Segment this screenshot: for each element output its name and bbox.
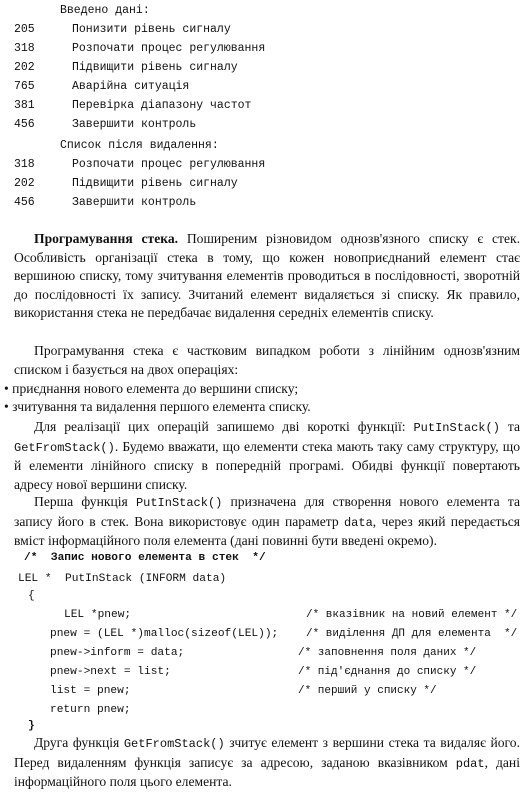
code-line: pnew->next = list; <box>50 666 171 678</box>
output-input-header: Введено дані: <box>60 4 150 17</box>
function-name: PutInStack() <box>413 421 500 435</box>
function-name: GetFromStack() <box>14 440 115 455</box>
row-code: 456 <box>14 118 35 131</box>
paragraph-text: Програмування стека є частковим випадком роботи з лінійним однозв'язним списком і базується на двох операціях: <box>14 343 520 377</box>
paragraph-text: Перша функція <box>34 494 136 509</box>
code-line: pnew->inform = data; <box>50 647 185 659</box>
row-code: 381 <box>14 99 35 112</box>
row-text: Розпочати процес регулювання <box>72 158 266 171</box>
list-item <box>0 118 532 136</box>
function-name: GetFromStack() <box>123 737 225 751</box>
list-item <box>0 61 532 79</box>
bullet-item: • приєднання нового елемента до вершини списку; <box>4 381 299 396</box>
code-comment: /* перший у списку */ <box>298 685 437 697</box>
code-comment: /* виділення ДП для елемента */ <box>306 628 518 640</box>
code-header-comment: /* Запис нового елемента в стек */ <box>24 552 266 564</box>
row-text: Розпочати процес регулювання <box>72 42 266 55</box>
row-code: 202 <box>14 61 35 74</box>
list-item <box>0 80 532 98</box>
list-item <box>0 196 532 214</box>
row-text: Перевірка діапазону частот <box>72 99 252 112</box>
row-text: Аварійна ситуація <box>72 80 190 93</box>
function-name: PutInStack() <box>135 496 223 510</box>
paragraph-text: зчитує елемент з вершини стека та видаляє його. Перед видаленням функція записує за адресою, заданою вказівником <box>14 735 520 770</box>
paragraph-text: , через який передається вміст інформаційного поля елемента (дані повинні бути введені окремо). <box>14 513 520 549</box>
paragraph-text: Для реалізації цих операцій запишемо дві короткі функції: <box>34 419 414 434</box>
paragraph-text: . Будемо вважати, що елементи стека мають таку саму структуру, що й елементи лінійного списку в попередній програмі. Обидві функції повертають адресу нової вершини списку. <box>14 438 520 492</box>
code-comment: /* вказівник на новий елемент */ <box>306 609 518 621</box>
paragraph-getfromstack <box>14 734 520 792</box>
code-close-brace: } <box>28 720 35 732</box>
code-line: LEL *pnew; <box>64 609 132 621</box>
code-comment: /* під'єднання до списку */ <box>298 666 477 678</box>
bullet-text: приєднання нового елемента до вершини списку; <box>12 381 299 396</box>
row-code: 205 <box>14 23 35 36</box>
section-heading: Програмування стека. <box>34 231 179 246</box>
parameter-name: data <box>343 515 373 530</box>
code-line: return pnew; <box>50 704 131 716</box>
parameter-name: pdat <box>455 756 485 771</box>
list-item <box>0 23 532 41</box>
row-text: Завершити контроль <box>72 196 197 209</box>
list-item <box>0 158 532 176</box>
code-comment: /* заповнення поля даних */ <box>298 647 477 659</box>
bullet-text: зчитування та видалення першого елемента списку. <box>12 399 311 414</box>
paragraph-functions <box>14 418 520 494</box>
paragraph-stack-programming <box>14 230 520 323</box>
row-text: Підвищити рівень сигналу <box>72 61 238 74</box>
output-after-header: Список після видалення: <box>60 139 219 152</box>
row-code: 318 <box>14 158 35 171</box>
row-text: Понизити рівень сигналу <box>72 23 231 36</box>
row-text: Підвищити рівень сигналу <box>72 177 238 190</box>
row-code: 456 <box>14 196 35 209</box>
code-signature: LEL * PutInStack (INFORM data) <box>18 573 227 585</box>
paragraph-text: , дані інформаційного поля цього елемента. <box>14 754 520 790</box>
code-line: list = pnew; <box>50 685 131 697</box>
code-open-brace: { <box>28 590 35 602</box>
row-code: 765 <box>14 80 35 93</box>
paragraph-text: Поширеним різновидом однозв'язного списку є стек. Особливість організації стека в тому, що кожен новоприєднаний елемент стає вершиною списку, тому зчитування елементів проводиться в послідовності, зворотній до послідовності їх запису. Зчитаний елемент видаляється зі списку. Як правило, використання стека не передбачає видалення середніх елементів списку. <box>14 231 520 321</box>
row-code: 318 <box>14 42 35 55</box>
paragraph-text: призначена для створення нового елемента та запису його в стек. Вона використовує один параметр <box>14 494 520 529</box>
list-item <box>0 99 532 117</box>
paragraph-operations <box>14 342 520 379</box>
list-item <box>0 177 532 195</box>
list-item <box>0 42 532 60</box>
row-text: Завершити контроль <box>72 118 197 131</box>
paragraph-putinstack <box>14 493 520 551</box>
paragraph-text: та <box>499 419 521 434</box>
bullet-item: • зчитування та видалення першого елемента списку. <box>4 399 311 414</box>
row-code: 202 <box>14 177 35 190</box>
paragraph-text: Друга функція <box>34 735 124 750</box>
code-line: pnew = (LEL *)malloc(sizeof(LEL)); <box>50 628 279 640</box>
